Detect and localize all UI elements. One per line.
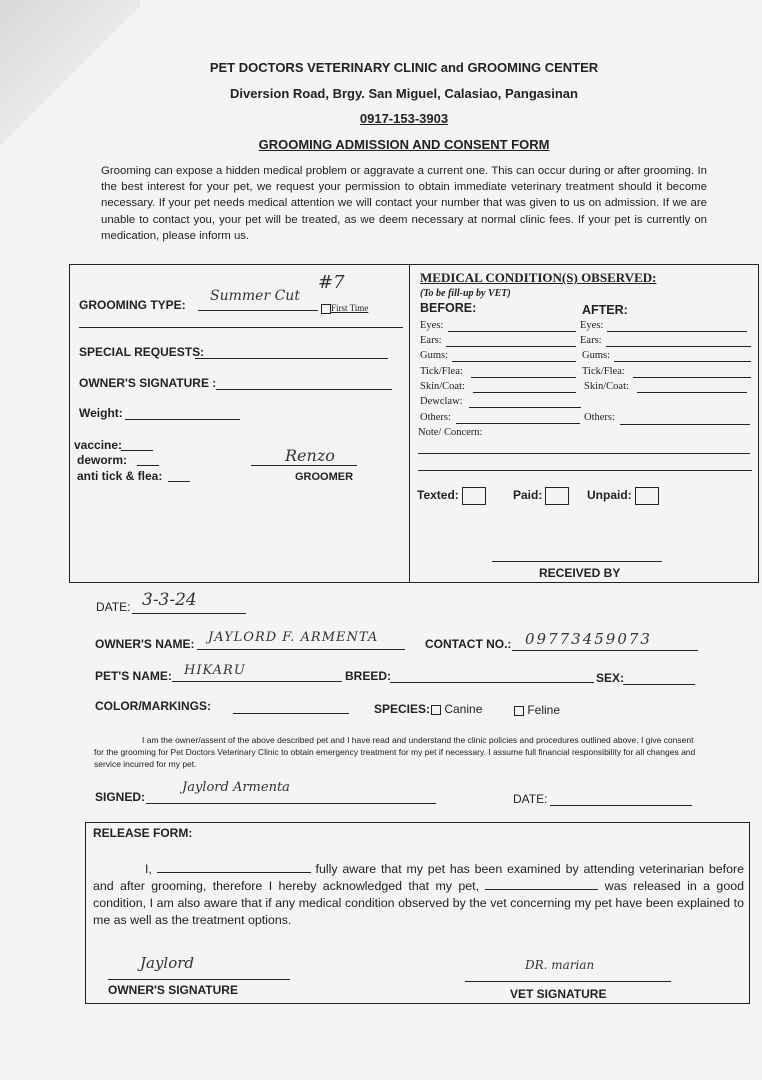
medical-subtitle: (To be fill-up by VET) — [420, 288, 511, 299]
weight-label: Weight: — [79, 406, 123, 420]
after-label: AFTER: — [582, 303, 628, 317]
weight-field[interactable] — [125, 419, 240, 420]
date-line — [132, 613, 246, 614]
release-text-1: fully aware that my pet has been examined by attending veterinarian before and after grooming, therefore I hereby acknowledged that my pet, — [93, 862, 744, 893]
antitick-field[interactable] — [168, 481, 190, 482]
owner-name-value[interactable]: JAYLORD F. ARMENTA — [208, 630, 379, 645]
color-label: COLOR/MARKINGS: — [95, 699, 211, 713]
before-tickflea: Tick/Flea: — [420, 366, 463, 377]
pet-name-value[interactable]: HIKARU — [184, 663, 246, 678]
pet-name-label: PET'S NAME: — [95, 669, 172, 683]
before-skincoat-field[interactable] — [473, 392, 576, 393]
groomer-signature: Renzo — [285, 446, 335, 465]
release-owner-signature: Jaylord — [140, 954, 195, 972]
antitick-label: anti tick & flea: — [77, 469, 163, 483]
breed-field[interactable] — [390, 682, 594, 683]
release-owner-label: OWNER'S SIGNATURE — [108, 983, 238, 997]
after-ears-field[interactable] — [606, 346, 751, 347]
before-ears-field[interactable] — [446, 346, 576, 347]
vaccine-field[interactable] — [121, 450, 153, 451]
release-paragraph — [93, 861, 744, 929]
before-others-field[interactable] — [456, 423, 580, 424]
contact-line — [512, 650, 698, 651]
color-field[interactable] — [233, 713, 349, 714]
after-others-field[interactable] — [620, 424, 750, 425]
pet-name-line — [172, 681, 342, 682]
unpaid-label: Unpaid: — [587, 488, 632, 503]
release-name-field[interactable] — [157, 862, 311, 873]
note-line-2[interactable] — [418, 470, 752, 471]
texted-checkbox[interactable] — [462, 487, 486, 505]
after-eyes-field[interactable] — [607, 331, 747, 332]
after-tickflea-field[interactable] — [633, 377, 751, 378]
after-skincoat-field[interactable] — [637, 392, 747, 393]
before-eyes-field[interactable] — [448, 331, 576, 332]
owner-signature-label: OWNER'S SIGNATURE : — [79, 376, 217, 390]
signed-value: Jaylord Armenta — [182, 780, 290, 795]
canine-label: Canine — [444, 702, 483, 716]
before-others: Others: — [420, 412, 451, 423]
groomer-label: GROOMER — [295, 471, 354, 483]
breed-label: BREED: — [345, 669, 392, 683]
paid-label: Paid: — [513, 488, 543, 503]
special-requests-field[interactable] — [195, 358, 388, 359]
section-divider — [409, 264, 410, 582]
after-skincoat: Skin/Coat: — [584, 381, 629, 392]
grooming-type-label: GROOMING TYPE: — [79, 298, 186, 312]
form-title: GROOMING ADMISSION AND CONSENT FORM — [258, 137, 550, 152]
unpaid-option[interactable] — [587, 487, 659, 505]
before-gums: Gums: — [420, 350, 449, 361]
before-eyes: Eyes: — [420, 320, 444, 331]
release-text-2: was released in a good condition, I am also aware that if any medical condition observed by the vet concerning my pet have been explained to me as well as the treatment options. — [93, 879, 744, 927]
after-ears: Ears: — [580, 335, 602, 346]
after-gums-field[interactable] — [614, 361, 751, 362]
before-dewclaw: Dewclaw: — [420, 396, 463, 407]
release-title: RELEASE FORM: — [93, 826, 193, 840]
first-time-checkbox[interactable] — [321, 304, 331, 314]
vet-signature-label: VET SIGNATURE — [510, 987, 607, 1001]
clinic-name: PET DOCTORS VETERINARY CLINIC and GROOMING CENTER — [209, 60, 599, 75]
after-gums: Gums: — [582, 350, 611, 361]
page-fold-corner — [0, 0, 140, 150]
note-label: Note/ Concern: — [418, 427, 483, 438]
after-eyes: Eyes: — [580, 320, 604, 331]
paid-option[interactable] — [513, 487, 569, 505]
after-tickflea: Tick/Flea: — [582, 366, 625, 377]
release-pet-field[interactable] — [485, 879, 598, 890]
release-i: I, — [145, 862, 152, 876]
unpaid-checkbox[interactable] — [635, 487, 659, 505]
paid-checkbox[interactable] — [545, 487, 569, 505]
before-ears: Ears: — [420, 335, 442, 346]
grooming-type-value[interactable]: Summer Cut — [210, 288, 300, 304]
owner-name-line — [197, 649, 405, 650]
vet-signature: DR. marian — [525, 958, 595, 972]
owner-signature-field[interactable] — [216, 389, 392, 390]
signed-label: SIGNED: — [95, 790, 146, 804]
date-value[interactable]: 3-3-24 — [142, 590, 197, 610]
intro-paragraph: Grooming can expose a hidden medical problem or aggravate a current one. This can occur during or after grooming. In the best interest for your pet, we request your permission to obtain immediate veterinary treatment should it become necessary. If your pet needs medical attention we will contact your number that was given to us on admission. If we are unable to contact you, your pet will be treated, as we deem necessary at normal clinic fees. If your pet is currently on medication, please inform us. — [101, 165, 707, 242]
medical-title: MEDICAL CONDITION(S) OBSERVED: — [420, 270, 657, 285]
grooming-number: #7 — [318, 272, 345, 293]
sex-label: SEX: — [596, 671, 625, 685]
texted-label: Texted: — [417, 488, 459, 503]
vaccine-label: vaccine: — [74, 438, 123, 452]
signed-date-field[interactable] — [550, 805, 692, 806]
consent-text: I am the owner/assent of the above described pet and I have read and understand the clinic policies and procedures outlined above. I give consent for the grooming for Pet Doctors Veterinary Clinic to obtain emergency treatment for my pet if necessary. I assume full financial responsibility for all changes and service incurred for my pet. — [94, 735, 696, 769]
sex-field[interactable] — [623, 684, 695, 685]
before-skincoat: Skin/Coat: — [420, 381, 465, 392]
release-owner-line[interactable] — [108, 979, 290, 980]
grooming-type-line-2 — [79, 327, 403, 328]
special-requests-label: SPECIAL REQUESTS: — [79, 345, 205, 359]
feline-checkbox[interactable] — [514, 706, 524, 716]
canine-checkbox[interactable] — [431, 705, 441, 715]
before-dewclaw-field[interactable] — [469, 407, 581, 408]
date-label: DATE: — [96, 600, 131, 614]
owner-name-label: OWNER'S NAME: — [95, 637, 195, 651]
before-tickflea-field[interactable] — [471, 377, 576, 378]
contact-value[interactable]: 09773459073 — [525, 630, 652, 648]
clinic-address: Diversion Road, Brgy. San Miguel, Calasiao, Pangasinan — [230, 86, 578, 101]
received-by-label: RECEIVED BY — [539, 566, 621, 580]
groomer-line — [251, 465, 357, 466]
grooming-type-line — [198, 310, 318, 311]
vet-signature-line[interactable] — [465, 981, 671, 982]
clinic-phone: 0917-153-3903 — [359, 111, 449, 126]
before-gums-field[interactable] — [452, 361, 576, 362]
received-by-line[interactable] — [492, 561, 662, 562]
feline-option[interactable] — [514, 703, 560, 717]
before-label: BEFORE: — [420, 301, 477, 315]
signed-date-label: DATE: — [513, 792, 548, 806]
texted-option[interactable] — [417, 487, 486, 505]
contact-label: CONTACT NO.: — [425, 637, 512, 651]
after-others: Others: — [584, 412, 615, 423]
deworm-label: deworm: — [77, 453, 128, 467]
signed-line[interactable] — [146, 803, 436, 804]
canine-option[interactable] — [431, 702, 482, 716]
first-time-option[interactable] — [321, 303, 368, 314]
first-time-label: First Time — [331, 303, 369, 313]
species-label: SPECIES: — [374, 702, 431, 716]
deworm-field[interactable] — [137, 465, 159, 466]
note-line-1[interactable] — [418, 453, 750, 454]
feline-label: Feline — [527, 703, 561, 717]
